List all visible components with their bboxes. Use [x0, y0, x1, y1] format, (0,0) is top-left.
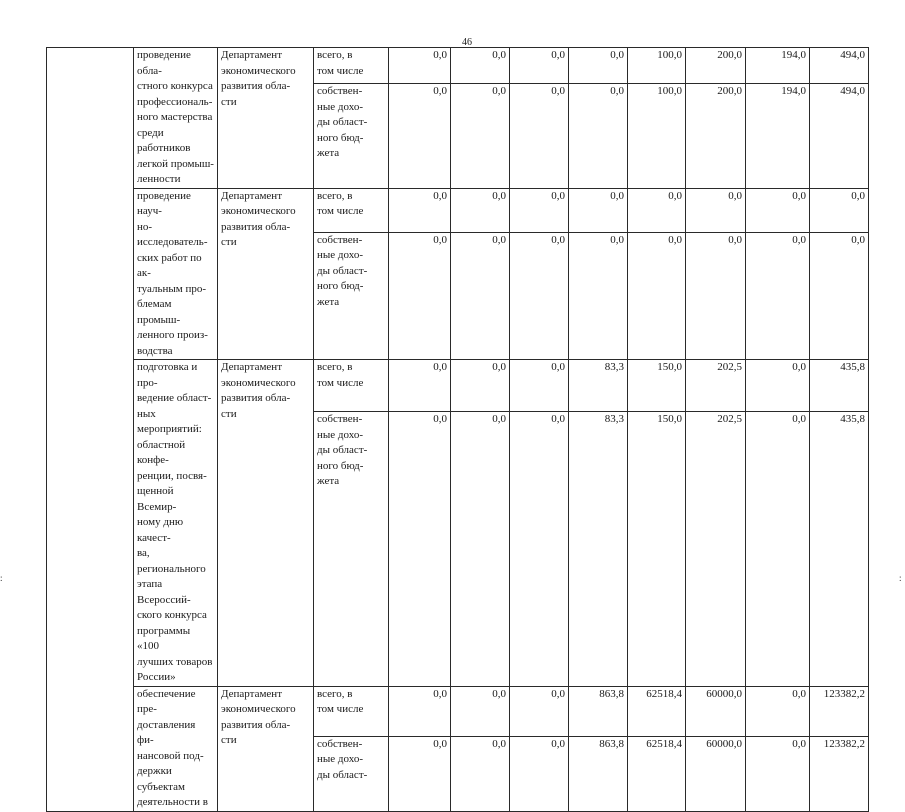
- funding-source: собствен- ные дохо- ды област- ного бюд- жета: [317, 413, 368, 488]
- table-row: [47, 188, 869, 232]
- executor-name: Департамент экономического развития обла- сти: [221, 49, 296, 108]
- amount-cell: 0,0: [451, 188, 510, 232]
- amount-cell: 0,0: [510, 360, 569, 412]
- amount-cell: 202,5: [686, 412, 746, 686]
- amount-cell: 123382,2: [810, 736, 869, 811]
- scan-mark-left: :: [0, 573, 3, 583]
- funding-source-cell: [314, 48, 389, 84]
- amount-cell: 62518,4: [628, 736, 686, 811]
- amount-cell: 0,0: [389, 360, 451, 412]
- amount-cell: 0,0: [746, 232, 810, 359]
- amount-cell: 60000,0: [686, 736, 746, 811]
- amount-cell: 0,0: [686, 232, 746, 359]
- amount-cell: 0,0: [510, 48, 569, 84]
- amount-cell: 0,0: [510, 188, 569, 232]
- executor-name: Департамент экономического развития обла- сти: [221, 361, 296, 420]
- table-row: [47, 686, 869, 736]
- amount-cell: 0,0: [686, 188, 746, 232]
- executor-cell: [218, 686, 314, 811]
- amount-cell: 494,0: [810, 48, 869, 84]
- amount-cell: 435,8: [810, 412, 869, 686]
- row-number-cell: [47, 48, 134, 812]
- event-name-cell: [134, 686, 218, 811]
- executor-cell: [218, 188, 314, 360]
- amount-cell: 0,0: [746, 188, 810, 232]
- amount-cell: 200,0: [686, 48, 746, 84]
- amount-cell: 0,0: [569, 48, 628, 84]
- executor-cell: [218, 360, 314, 687]
- table-body: [47, 48, 869, 812]
- amount-cell: 863,8: [569, 686, 628, 736]
- amount-cell: 0,0: [746, 360, 810, 412]
- event-name: проведение науч- но- исследователь- ских работ по ак- туальным про- блемам промыш- ленного произ- водства: [137, 189, 208, 357]
- event-name-cell: [134, 48, 218, 189]
- event-name-cell: [134, 188, 218, 360]
- amount-cell: 202,5: [686, 360, 746, 412]
- funding-source: всего, в том числе: [317, 189, 364, 217]
- amount-cell: 0,0: [569, 84, 628, 188]
- amount-cell: 0,0: [510, 412, 569, 686]
- funding-source: собствен- ные дохо- ды област-: [317, 737, 368, 781]
- amount-cell: 0,0: [569, 232, 628, 359]
- page-number: 46: [462, 37, 472, 48]
- executor-cell: [218, 48, 314, 189]
- amount-cell: 0,0: [451, 48, 510, 84]
- amount-cell: 0,0: [746, 736, 810, 811]
- amount-cell: 0,0: [389, 232, 451, 359]
- amount-cell: 494,0: [810, 84, 869, 188]
- event-name: проведение обла- стного конкурса профессиональ- ного мастерства среди работников легкой промыш- ленности: [137, 49, 214, 185]
- amount-cell: 863,8: [569, 736, 628, 811]
- amount-cell: 150,0: [628, 412, 686, 686]
- amount-cell: 62518,4: [628, 686, 686, 736]
- table-row: [47, 360, 869, 412]
- amount-cell: 194,0: [746, 48, 810, 84]
- funding-source: всего, в том числе: [317, 49, 364, 77]
- budget-table: [46, 47, 869, 812]
- amount-cell: 0,0: [746, 412, 810, 686]
- amount-cell: 150,0: [628, 360, 686, 412]
- amount-cell: 100,0: [628, 48, 686, 84]
- amount-cell: 60000,0: [686, 686, 746, 736]
- event-name: подготовка и про- ведение област- ных мероприятий: областной конфе- ренции, посвя- щенной Всемир- ному дню качест- ва, регионального этапа Всероссий- ского конкурса программы «100 лучших товаров России»: [137, 361, 213, 683]
- amount-cell: 123382,2: [810, 686, 869, 736]
- amount-cell: 83,3: [569, 360, 628, 412]
- amount-cell: 0,0: [389, 188, 451, 232]
- amount-cell: 194,0: [746, 84, 810, 188]
- funding-source-cell: [314, 232, 389, 359]
- funding-source-cell: [314, 360, 389, 412]
- amount-cell: 0,0: [451, 360, 510, 412]
- amount-cell: 0,0: [451, 736, 510, 811]
- amount-cell: 0,0: [510, 232, 569, 359]
- amount-cell: 0,0: [628, 188, 686, 232]
- amount-cell: 0,0: [389, 686, 451, 736]
- amount-cell: 0,0: [510, 84, 569, 188]
- amount-cell: 0,0: [451, 84, 510, 188]
- funding-source: собствен- ные дохо- ды област- ного бюд- жета: [317, 85, 368, 160]
- amount-cell: 0,0: [451, 232, 510, 359]
- table-row: [47, 48, 869, 84]
- amount-cell: 0,0: [510, 686, 569, 736]
- funding-source: всего, в том числе: [317, 687, 364, 715]
- funding-source: собствен- ные дохо- ды област- ного бюд- жета: [317, 233, 368, 308]
- funding-source-cell: [314, 84, 389, 188]
- amount-cell: 0,0: [389, 412, 451, 686]
- executor-name: Департамент экономического развития обла- сти: [221, 189, 296, 248]
- amount-cell: 0,0: [451, 412, 510, 686]
- event-name-cell: [134, 360, 218, 687]
- amount-cell: 0,0: [389, 736, 451, 811]
- amount-cell: 0,0: [389, 84, 451, 188]
- funding-source-cell: [314, 188, 389, 232]
- funding-source-cell: [314, 412, 389, 686]
- amount-cell: 0,0: [810, 188, 869, 232]
- amount-cell: 0,0: [510, 736, 569, 811]
- scan-mark-right: :: [899, 573, 902, 583]
- executor-name: Департамент экономического развития обла- сти: [221, 687, 296, 746]
- amount-cell: 200,0: [686, 84, 746, 188]
- funding-source: всего, в том числе: [317, 361, 364, 389]
- event-name: обеспечение пре- доставления фи- нансовой под- держки субъектам деятельности в: [137, 687, 208, 808]
- amount-cell: 83,3: [569, 412, 628, 686]
- funding-source-cell: [314, 686, 389, 736]
- amount-cell: 0,0: [810, 232, 869, 359]
- amount-cell: 0,0: [746, 686, 810, 736]
- amount-cell: 0,0: [628, 232, 686, 359]
- amount-cell: 100,0: [628, 84, 686, 188]
- amount-cell: 0,0: [389, 48, 451, 84]
- amount-cell: 435,8: [810, 360, 869, 412]
- amount-cell: 0,0: [569, 188, 628, 232]
- amount-cell: 0,0: [451, 686, 510, 736]
- funding-source-cell: [314, 736, 389, 811]
